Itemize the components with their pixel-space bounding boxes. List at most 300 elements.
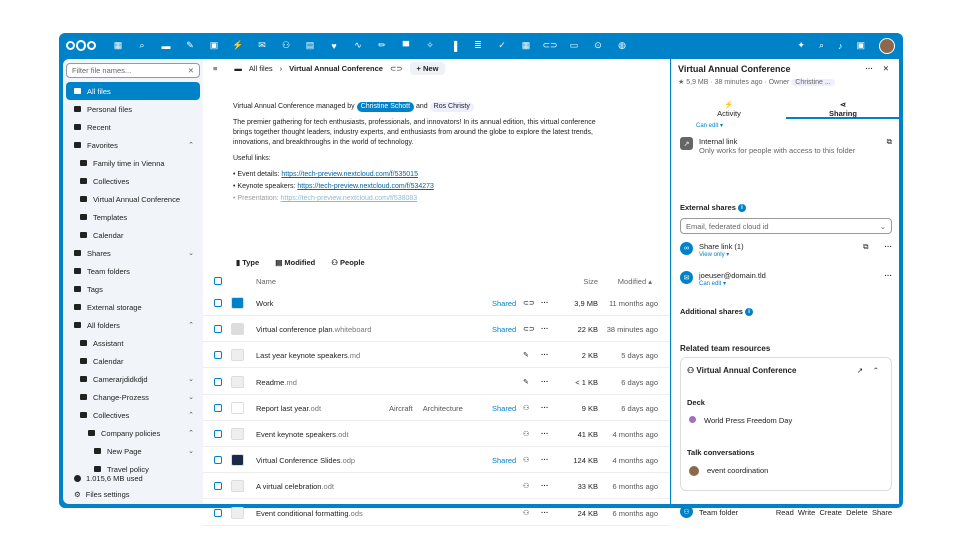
row-checkbox[interactable] [214,378,222,386]
board-icon[interactable]: ⊙ [594,40,602,50]
file-name[interactable] [256,430,349,439]
mail-icon: ✉ [680,271,693,284]
deck-item-label: World Press Freedom Day [704,416,793,425]
table-row[interactable] [203,447,670,473]
shared-label[interactable]: Shared [492,325,517,335]
search-icon[interactable]: ▬ [161,40,171,51]
file-basename: Virtual conference plan [256,325,333,335]
folder-icon [94,448,101,454]
sidebar-item-label: Company policies [101,428,161,438]
link-icon[interactable]: ▭ [569,40,579,50]
photos-icon[interactable]: ⚡ [232,40,244,50]
chevron-up-icon[interactable]: ⌃ [188,142,194,149]
row-checkbox[interactable] [214,482,222,490]
file-name[interactable] [256,351,360,360]
tab-activity-label: Activity [717,109,741,118]
select-all-checkbox[interactable] [214,277,222,285]
row-checkbox[interactable] [214,404,222,412]
sidebar-item-label: Templates [93,212,128,222]
more-icon[interactable]: ··· [541,507,549,517]
stars-icon[interactable]: ▐ [450,40,458,51]
tasks-icon[interactable]: ▦ [521,40,531,50]
share-icon: ⋖ [839,100,847,109]
sidebar-item-label: Virtual Annual Conference [93,194,181,204]
nextcloud-logo[interactable] [66,40,96,52]
team-title[interactable] [687,366,796,375]
file-size: 24 KB [577,508,598,518]
additional-shares-heading [680,307,753,316]
manager-chip[interactable]: Christine Schott [357,102,414,112]
owner-chip[interactable]: Christine ... [791,79,834,86]
sidebar-item-label: Shares [87,248,111,258]
sidebar-item-label: All folders [87,320,120,330]
sidebar-item[interactable] [66,424,200,442]
more-icon[interactable]: ··· [541,429,549,438]
file-basename: A virtual celebration [256,482,322,492]
sidebar-item-label: Collectives [93,176,130,186]
desc-body: The premier gathering for tech enthusiasts, professionals, and innovators! In its annual edition, this virtual conference brings together thought leaders, industry experts, and enthusiasts from around the globe to explore the latest trends, innovations, and breakthroughs in the world of technology. [233,119,596,146]
file-ext: .ods [348,508,363,518]
folder-icon [74,88,81,94]
email-share-label: joeuser@domain.tld [699,271,766,280]
desc-prefix: Virtual Annual Conference managed by [233,103,355,110]
link-icon[interactable]: ⊂⊃ [389,64,403,73]
sidebar-item-label: Favorites [87,140,118,150]
file-name[interactable] [256,456,355,465]
close-icon[interactable]: ✕ [187,66,194,75]
view-only-label: View only [699,252,725,258]
row-checkbox[interactable] [214,325,222,333]
tab-sharing-label: Sharing [829,109,857,118]
sidebar-item[interactable] [66,190,200,208]
sidebar-item[interactable] [66,82,200,100]
edit-icon[interactable]: ✎ [523,352,529,360]
sidebar-item-label: Personal files [87,104,133,114]
folder-description [233,102,613,206]
search-icon[interactable]: ⌕ [818,40,824,50]
sidebar-item[interactable] [66,118,200,136]
storage-icon [74,304,81,310]
external-share-input[interactable] [680,218,892,234]
file-ext: .odt [308,403,322,413]
email-share-row [680,271,892,287]
folder-icon [80,160,87,166]
folder-icon[interactable]: ✎ [186,40,194,50]
file-modified: 4 months ago [612,430,658,439]
file-thumbnail [231,376,244,388]
file-thumbnail [231,507,244,519]
file-basename: Report last year [256,403,309,413]
can-edit-label: Can edit [696,123,719,129]
share-icon[interactable]: ⚇ [523,509,530,517]
table-row[interactable] [203,369,670,395]
link-label: Presentation: [237,195,279,202]
sidebar-item[interactable] [66,316,200,334]
deck-icon[interactable]: ✧ [426,40,434,50]
managed-by-line [233,102,613,112]
file-list-area [203,59,670,518]
pie-icon [74,475,81,482]
file-size: 9 KB [581,403,598,413]
sidebar-item[interactable] [66,262,200,280]
file-thumbnail [231,323,244,335]
activity-icon: ⚡ [724,100,734,109]
useful-link-item: • Event details: https://tech-preview.nextcloud.com/f/535015 [233,171,418,178]
files-settings[interactable] [63,486,203,502]
file-modified: 5 days ago [621,351,658,361]
table-header [203,273,670,289]
col-modified-label: Modified [617,277,647,286]
more-icon[interactable]: ··· [541,402,549,412]
file-size: 3,9 MB [574,299,598,308]
heart-icon[interactable]: ∿ [354,40,362,50]
file-ext: .odp [340,456,356,466]
filter-label: Modified [284,258,316,267]
useful-links-heading: Useful links: [233,155,271,162]
file-basename: Readme [256,377,285,387]
and-text: and [416,103,428,110]
sidebar-item-label: Change-Prozess [93,392,149,402]
row-checkbox[interactable] [214,299,222,307]
share-icon[interactable]: ⚇ [523,431,530,438]
manager-chip[interactable]: Ros Christy [430,102,474,112]
table-icon[interactable]: ⊂⊃ [542,40,558,50]
sidebar-item[interactable] [66,208,200,226]
share-link-label: Share link (1) [699,242,744,251]
shared-label[interactable]: Shared [492,456,517,466]
filter-placeholder: Filter file names... [72,66,132,75]
file-ext: .md [347,351,361,361]
file-thumbnail [231,454,244,466]
share-link-row [680,242,892,258]
star-icon [74,142,81,148]
table-row[interactable] [203,395,670,421]
board-icon [689,416,696,423]
filter-label: Type [242,258,260,267]
file-basename: Last year keynote speakers [256,351,348,361]
notes-icon[interactable]: ▀ [402,40,410,51]
internal-link-sub: Only works for people with access to this folder [699,146,856,155]
table-row[interactable] [203,342,670,368]
file-size: < 1 KB [575,377,598,387]
col-modified[interactable]: Modified ▴ [617,277,652,286]
filter-bar [236,258,365,267]
sidebar-item[interactable] [66,226,200,244]
link-label: Event details: [237,171,280,178]
file-size: 124 KB [573,456,598,466]
sidebar-item[interactable] [66,406,200,424]
sidebar-item-label: Family time in Vienna [93,158,165,168]
crumb-current[interactable]: Virtual Annual Conference [289,64,383,73]
more-icon[interactable]: ··· [884,271,892,280]
crumb-root[interactable]: All files [248,64,273,73]
table-row[interactable] [203,290,670,316]
conversation-avatar [689,466,699,476]
folder-icon [80,412,87,418]
file-size: 22 KB [577,325,598,335]
file-tags [389,404,463,413]
file-size: 41 KB [577,430,598,439]
table-row[interactable] [203,473,670,499]
settings-label: Files settings [85,489,130,499]
team-name: Virtual Annual Conference [696,366,797,375]
tag[interactable]: Architecture [422,403,463,413]
file-ext: .odt [321,482,334,492]
sidebar-item[interactable] [66,442,200,460]
sidebar-item[interactable] [66,334,200,352]
top-bar [59,33,903,58]
share-icon[interactable]: ⚇ [523,457,530,465]
sidebar-item[interactable] [66,280,200,298]
mail-icon[interactable]: ⚇ [281,40,291,50]
gear-icon: ⚙ [74,489,81,499]
link-url[interactable]: https://tech-preview.nextcloud.com/f/534273 [297,183,434,190]
talk-heading: Talk conversations [687,448,755,457]
sidebar-item-label: Team folders [87,266,130,276]
charts-icon[interactable]: ≣ [474,40,482,50]
tag-icon [74,286,81,292]
copy-icon[interactable]: ⧉ [863,242,869,251]
folder-icon [80,214,87,220]
file-modified: 6 months ago [612,508,658,518]
folders-icon [74,322,81,328]
chevron-down-icon[interactable]: ⌄ [188,250,194,257]
col-size[interactable]: Size [583,277,598,286]
file-thumbnail [231,349,244,361]
more-icon[interactable]: ··· [541,481,549,491]
clock-icon [74,124,81,130]
header-right [797,33,895,58]
app-window [59,33,903,518]
assistant-icon[interactable]: ✦ [797,40,805,50]
link-label: Keynote speakers: [237,183,296,190]
file-ext: .whiteboard [332,325,372,335]
person-icon [74,106,81,112]
sidebar-item[interactable] [66,370,200,388]
file-name[interactable] [256,325,371,334]
sidebar-item[interactable] [66,352,200,370]
sidebar-item-label: Recent [87,122,111,132]
sidebar-item[interactable] [66,172,200,190]
edit-icon[interactable]: ✎ [523,378,529,386]
sidebar-item-label: Camerarjdidkdjd [93,374,148,384]
sidebar-item-label: External storage [87,302,142,312]
filter-modified[interactable] [275,258,315,267]
link-icon: ∞ [680,242,693,255]
table-row[interactable] [203,316,670,342]
external-share-placeholder: Email, federated cloud id [686,222,769,231]
table-row[interactable] [203,421,670,447]
team-icon: ⚇ [680,505,693,518]
related-heading: Related team resources [680,344,771,353]
file-modified: 38 minutes ago [606,325,658,335]
sidebar-item[interactable] [66,154,200,172]
useful-link-item: • Presentation: https://tech-preview.nextcloud.com/f/538083 [233,195,418,202]
shared-label[interactable]: Shared [492,403,517,413]
internal-link-row [680,137,892,155]
more-icon[interactable]: ··· [541,350,549,360]
sidebar-item[interactable] [66,100,200,118]
people-icon: ⚇ [331,258,338,267]
copy-icon[interactable]: ⧉ [886,137,892,146]
external-shares-heading [680,203,746,212]
share-icon [74,250,81,256]
new-button[interactable]: + New [410,62,446,75]
file-basename: Work [256,299,274,308]
link-icon[interactable]: ⊂⊃ [523,326,535,334]
folder-icon: ▬ [234,64,242,73]
sidebar-item[interactable] [66,388,200,406]
more-icon[interactable]: ··· [541,298,549,307]
file-name[interactable] [256,482,334,491]
file-name[interactable] [256,404,321,413]
breadcrumb [203,59,670,78]
can-edit-dropdown[interactable]: Can edit ▾ [699,281,727,287]
chevron-down-icon[interactable]: ⌄ [188,394,194,401]
permissions-text: Read Write Create Delete Share [775,508,892,517]
more-icon[interactable]: ··· [541,324,549,334]
file-basename: Event keynote speakers [256,430,337,439]
file-thumbnail [231,428,244,440]
info-icon[interactable]: i [738,204,746,212]
talk-item-label: event coordination [707,466,769,475]
file-name[interactable] [256,299,273,308]
shared-label[interactable]: Shared [492,299,517,308]
sidebar [63,59,203,504]
file-ext: .md [284,377,297,387]
pen-icon[interactable]: ▣ [209,40,219,50]
sidebar-item[interactable] [66,136,200,154]
menu-icon[interactable]: ≡ [213,64,218,73]
share-icon[interactable]: ⚇ [523,404,530,412]
meta-text: 5,9 MB · 38 minutes ago · Owner [686,79,790,86]
tab-activity[interactable] [672,97,786,119]
view-only-dropdown[interactable]: View only ▾ [699,252,730,258]
col-name[interactable]: Name [256,277,277,286]
bell-icon[interactable]: ♪ [837,40,843,51]
additional-shares-label: Additional shares [680,307,743,316]
details-panel [671,59,899,517]
sidebar-item-label: Tags [87,284,103,294]
external-link-icon[interactable]: ↗ [856,366,863,375]
team-folder-label: Team folder [699,508,739,517]
file-icon: ▮ [236,258,241,267]
link-icon[interactable]: ⊂⊃ [523,300,535,307]
can-edit-dropdown[interactable]: Can edit ▾ [696,123,724,129]
row-checkbox[interactable] [214,456,222,464]
internal-link-label: Internal link [699,137,738,146]
folder-icon [80,394,87,400]
link-url[interactable]: https://tech-preview.nextcloud.com/f/535015 [281,171,418,178]
list-icon[interactable]: ✓ [498,40,506,50]
info-icon[interactable]: i [745,308,753,316]
link-url[interactable]: https://tech-preview.nextcloud.com/f/538083 [280,195,418,202]
file-size: 2 KB [581,351,598,361]
row-checkbox[interactable] [214,430,222,438]
folder-icon [80,340,87,346]
analytics-icon[interactable]: ✏ [378,40,386,50]
chevron-up-icon[interactable]: ⌃ [188,430,194,437]
sidebar-item-label: Calendar [93,356,124,366]
close-icon[interactable]: ✕ [882,64,889,73]
tab-sharing[interactable] [786,97,900,119]
quota-label: 1.015,6 MB used [86,473,143,483]
sidebar-item[interactable] [66,298,200,316]
sidebar-item-label: Assistant [93,338,124,348]
folder-icon [80,196,87,202]
more-icon[interactable]: ··· [884,242,892,251]
useful-link-item: • Keynote speakers: https://tech-preview.nextcloud.com/f/534273 [233,183,434,190]
file-name[interactable] [256,509,363,518]
more-icon[interactable]: ··· [541,455,549,465]
panel-tabs [672,97,900,119]
folder-icon [88,430,95,436]
chevron-down-icon[interactable]: ⌄ [188,376,194,383]
sidebar-nav [63,82,203,478]
sidebar-item-label: New Page [107,446,142,456]
deck-heading: Deck [687,398,705,407]
filter-input[interactable] [66,63,200,78]
file-name[interactable] [256,378,297,387]
table-row[interactable] [203,500,670,526]
file-size: 33 KB [577,482,598,492]
file-thumbnail [231,402,244,414]
share-icon[interactable]: ⚇ [523,483,530,491]
file-ext: .odt [336,430,349,439]
folder-icon [80,232,87,238]
tag[interactable]: Aircraft [389,403,413,413]
folder-icon [80,376,87,382]
sidebar-item[interactable] [66,244,200,262]
filter-people[interactable] [331,258,364,267]
folder-icon [80,358,87,364]
contacts-icon[interactable]: ▤ [305,40,315,50]
chevron-down-icon[interactable]: ⌄ [188,448,194,455]
external-shares-label: External shares [680,203,736,212]
talk-item[interactable] [689,466,768,476]
chevron-up-icon[interactable]: ⌃ [188,322,194,329]
chevron-up-icon[interactable]: ⌃ [188,412,194,419]
sidebar-item-label: Travel policy [107,464,149,474]
calendar-icon: ▤ [275,258,283,267]
filter-type[interactable] [236,258,259,267]
more-icon[interactable]: ··· [865,64,873,73]
storage-quota[interactable] [63,470,203,486]
sidebar-item-label: Collectives [93,410,130,420]
more-icon[interactable]: ··· [541,376,549,386]
app-menu [106,33,634,58]
sidebar-item-label: All files [87,86,111,96]
activity-icon[interactable]: ✉ [258,40,266,50]
contacts-icon[interactable]: ▣ [856,40,865,50]
files-icon[interactable]: ⌕ [139,40,145,50]
row-checkbox[interactable] [214,509,222,517]
filter-label: People [340,258,365,267]
calendar-icon[interactable]: ♥ [331,40,337,51]
row-checkbox[interactable] [214,351,222,359]
file-modified: 6 days ago [621,377,658,387]
dashboard-icon[interactable]: ▦ [113,40,123,50]
chevron-up-icon[interactable]: ⌃ [872,366,879,375]
file-thumbnail [231,297,244,309]
map-icon[interactable]: ◍ [618,40,626,50]
panel-meta: ★ 5,9 MB · 38 minutes ago · Owner Christine ... [678,78,835,86]
avatar[interactable] [879,38,895,54]
deck-item[interactable] [689,416,792,425]
file-basename: Virtual Conference Slides [256,456,341,466]
file-modified: 6 months ago [612,482,658,492]
team-icon: ⚇ [687,366,695,375]
